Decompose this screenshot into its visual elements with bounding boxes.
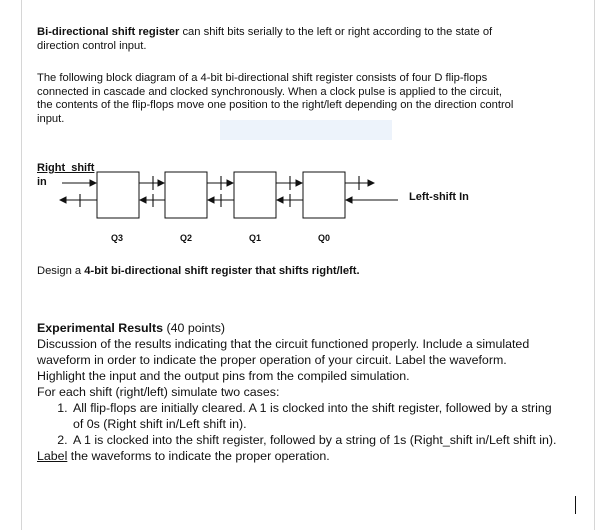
experimental-heading-points: (40 points) bbox=[163, 321, 226, 335]
shift-register-diagram bbox=[0, 0, 604, 260]
output-q3: Q3 bbox=[111, 233, 124, 243]
right-shift-label: Right_shift bbox=[37, 162, 95, 174]
final-instruction-text: the waveforms to indicate the proper operation. bbox=[67, 449, 330, 463]
experimental-heading bbox=[37, 320, 557, 336]
experimental-heading-bold: Experimental Results bbox=[37, 321, 164, 335]
experimental-description: Discussion of the results indicating that the circuit functioned properly. Include a simulated waveform in order to indicate the proper operation of your circuit. Label the waveform. Highlight the input and the output pins from the compiled simulation. bbox=[37, 337, 530, 383]
right-shift-label-in: in bbox=[37, 176, 47, 188]
intro-text: can shift bits serially to the left or right according to the state of direction control input. bbox=[37, 26, 493, 52]
case-item: 1. All flip-flops are initially cleared. A 1 is clocked into the shift register, followed by a string of 0s (Right shift in/Left shift in). bbox=[71, 400, 557, 432]
output-q1: Q1 bbox=[249, 233, 262, 243]
description-paragraph: The following block diagram of a 4-bit bi-directional shift register consists of four D flip-flops connected in cascade and clocked synchronously. When a clock pulse is applied to the circuit, the contents of the flip-flops move one position to the right/left depending on the direction control input. bbox=[37, 72, 514, 125]
flip-flop-4 bbox=[303, 172, 345, 218]
flip-flop-1 bbox=[97, 172, 139, 218]
design-instruction bbox=[37, 265, 360, 277]
output-q2: Q2 bbox=[180, 233, 193, 243]
left-shift-label: Left-shift In bbox=[409, 191, 469, 203]
flip-flop-2 bbox=[165, 172, 207, 218]
text-cursor bbox=[575, 496, 576, 514]
final-underlined-word: Label bbox=[37, 449, 68, 463]
final-instruction bbox=[37, 448, 557, 464]
experimental-results-section bbox=[37, 320, 557, 464]
case-item: 2. A 1 is clocked into the shift register, followed by a string of 1s (Right_shift in/Left shift in). bbox=[71, 432, 557, 448]
cases-list bbox=[37, 400, 557, 448]
design-bold: 4-bit bi-directional shift register that shifts right/left. bbox=[84, 265, 360, 277]
design-prefix: Design a bbox=[37, 265, 85, 277]
intro-bold-term: Bi-directional shift register bbox=[37, 26, 180, 38]
flip-flop-3 bbox=[234, 172, 276, 218]
for-each-shift: For each shift (right/left) simulate two cases: bbox=[37, 385, 280, 399]
output-q0: Q0 bbox=[318, 233, 331, 243]
